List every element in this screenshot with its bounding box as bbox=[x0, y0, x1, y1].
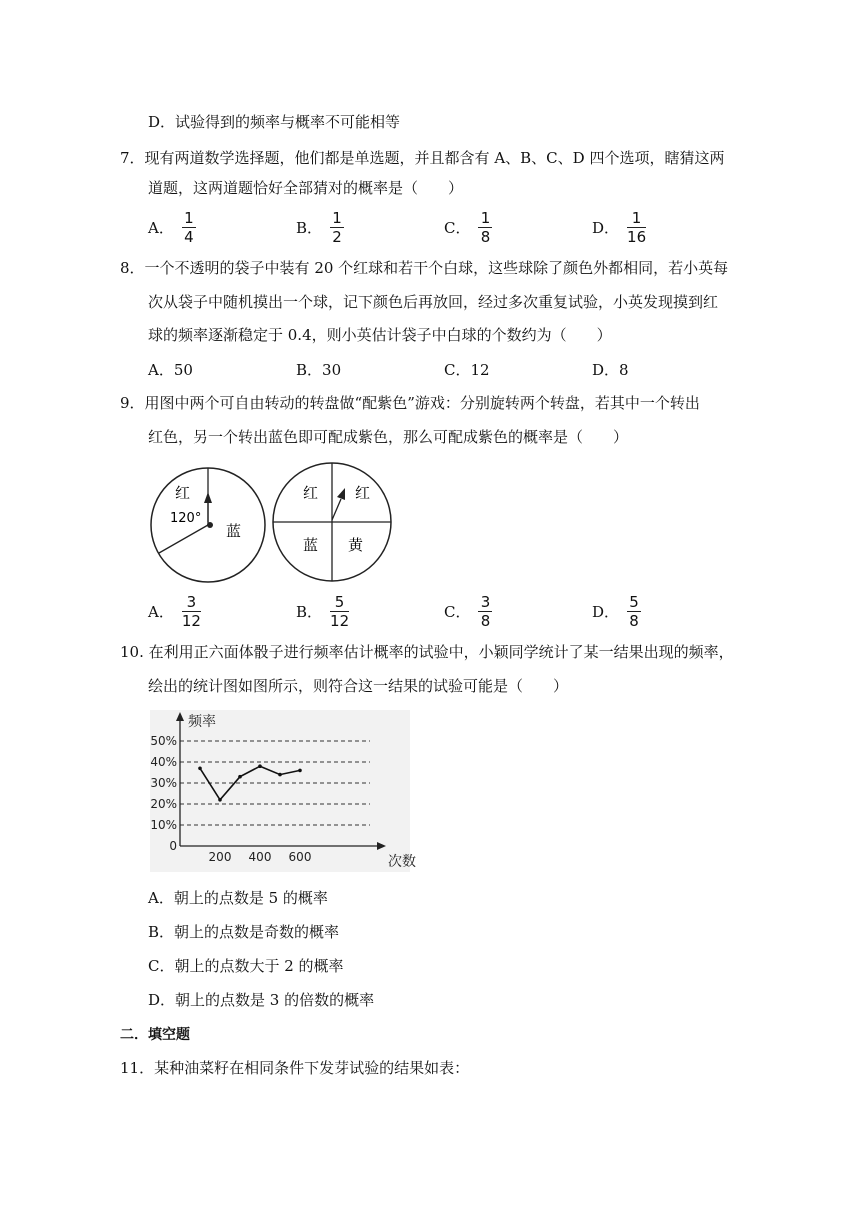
q8-stem-line1: 8．一个不透明的袋子中装有 20 个红球和若干个白球，这些球除了颜色外都相同，若小英每 bbox=[120, 259, 729, 277]
q7-option-b[interactable]: B． $\frac{1}{2}$ bbox=[296, 210, 344, 245]
y-tick-label: 0 bbox=[169, 839, 177, 853]
disk2-red-label-left: 红 bbox=[303, 484, 319, 502]
q10-stem-line2: 绘出的统计图如图所示，则符合这一结果的试验可能是（ ） bbox=[148, 677, 569, 695]
fraction: $\frac{3}{8}$ bbox=[478, 594, 492, 629]
disk1-red-label: 红 bbox=[175, 484, 191, 502]
pointer-1-head bbox=[204, 492, 212, 503]
y-tick-label: 20% bbox=[150, 797, 177, 811]
q11-stem-line1: 11．某种油菜籽在相同条件下发芽试验的结果如表： bbox=[120, 1059, 470, 1077]
disk2-yellow-label: 黄 bbox=[348, 536, 364, 554]
fraction: $\frac{3}{12}$ bbox=[181, 593, 201, 630]
q10-option-a[interactable]: A．朝上的点数是 5 的概率 bbox=[148, 889, 328, 907]
q9-option-b[interactable]: B． $\frac{5}{12}$ bbox=[296, 593, 350, 630]
data-point bbox=[198, 767, 202, 771]
spinner-figure bbox=[148, 460, 408, 590]
q9-option-d[interactable]: D． $\frac{5}{8}$ bbox=[592, 594, 641, 629]
q9-option-c[interactable]: C． $\frac{3}{8}$ bbox=[444, 594, 492, 629]
spinner-2 bbox=[273, 463, 391, 581]
x-tick-label: 600 bbox=[288, 850, 312, 864]
q7-options bbox=[148, 210, 708, 250]
q9-options bbox=[148, 594, 708, 634]
q9-option-a[interactable]: A． $\frac{3}{12}$ bbox=[148, 593, 201, 630]
q10-option-c[interactable]: C．朝上的点数大于 2 的概率 bbox=[148, 957, 344, 975]
section-heading: 二．填空题 bbox=[120, 1027, 190, 1043]
q8-option-c[interactable]: C．12 bbox=[444, 361, 490, 379]
disk2-blue-label: 蓝 bbox=[303, 536, 319, 554]
q7-option-d[interactable]: D． $\frac{1}{16}$ bbox=[592, 209, 647, 246]
disk2-red-label-right: 红 bbox=[355, 484, 371, 502]
q8-option-b[interactable]: B．30 bbox=[296, 361, 342, 379]
spinner-1 bbox=[151, 468, 265, 582]
fraction: $\frac{1}{16}$ bbox=[627, 209, 647, 246]
q7-stem-line1: 7．现有两道数学选择题，他们都是单选题，并且都含有 A、B、C、D 四个选项，瞎猜这两 bbox=[120, 149, 725, 167]
data-point bbox=[298, 769, 302, 773]
pointer-2 bbox=[332, 499, 341, 520]
disk1-angle-label: 120° bbox=[170, 511, 202, 526]
q10-option-d[interactable]: D．朝上的点数是 3 的倍数的概率 bbox=[148, 991, 375, 1009]
q7-stem-line2: 道题，这两道题恰好全部猜对的概率是（ ） bbox=[148, 179, 464, 197]
fraction: $\frac{1}{8}$ bbox=[478, 210, 492, 245]
x-tick-label: 200 bbox=[208, 850, 232, 864]
q8-option-d[interactable]: D．8 bbox=[592, 361, 629, 379]
fraction: $\frac{5}{12}$ bbox=[330, 593, 350, 630]
q10-stem-line1: 10. 在利用正六面体骰子进行频率估计概率的试验中，小颖同学统计了某一结果出现的频率， bbox=[120, 643, 734, 661]
y-tick-label: 50% bbox=[150, 734, 177, 748]
q9-stem-line1: 9．用图中两个可自由转动的转盘做“配紫色”游戏：分别旋转两个转盘，若其中一个转出 bbox=[120, 394, 700, 412]
x-tick-label: 400 bbox=[248, 850, 272, 864]
disk1-blue-label: 蓝 bbox=[226, 522, 242, 540]
q7-option-a[interactable]: A． $\frac{1}{4}$ bbox=[148, 210, 196, 245]
y-tick-label: 40% bbox=[150, 755, 177, 769]
data-point bbox=[258, 764, 262, 768]
x-axis-label: 次数 bbox=[388, 854, 416, 870]
fraction: $\frac{1}{4}$ bbox=[182, 210, 196, 245]
data-point bbox=[218, 798, 222, 802]
q6-option-d: D．试验得到的频率与概率不可能相等 bbox=[148, 113, 401, 131]
y-axis-label: 频率 bbox=[188, 714, 216, 730]
frequency-line-chart bbox=[150, 710, 416, 872]
q10-option-b[interactable]: B．朝上的点数是奇数的概率 bbox=[148, 923, 340, 941]
q8-option-a[interactable]: A．50 bbox=[148, 361, 193, 379]
pointer-2-head bbox=[337, 488, 345, 500]
fraction: $\frac{1}{2}$ bbox=[330, 210, 344, 245]
q8-stem-line2: 次从袋子中随机摸出一个球，记下颜色后再放回，经过多次重复试验，小英发现摸到红 bbox=[148, 293, 719, 311]
fraction: $\frac{5}{8}$ bbox=[627, 594, 641, 629]
q8-stem-line3: 球的频率逐渐稳定于 0.4，则小英估计袋子中白球的个数约为（ ） bbox=[148, 326, 612, 344]
data-point bbox=[278, 773, 282, 777]
q7-option-c[interactable]: C． $\frac{1}{8}$ bbox=[444, 210, 492, 245]
y-tick-label: 10% bbox=[150, 818, 177, 832]
data-point bbox=[238, 775, 242, 779]
y-tick-label: 30% bbox=[150, 776, 177, 790]
q9-stem-line2: 红色，另一个转出蓝色即可配成紫色，那么可配成紫色的概率是（ ） bbox=[148, 428, 629, 446]
